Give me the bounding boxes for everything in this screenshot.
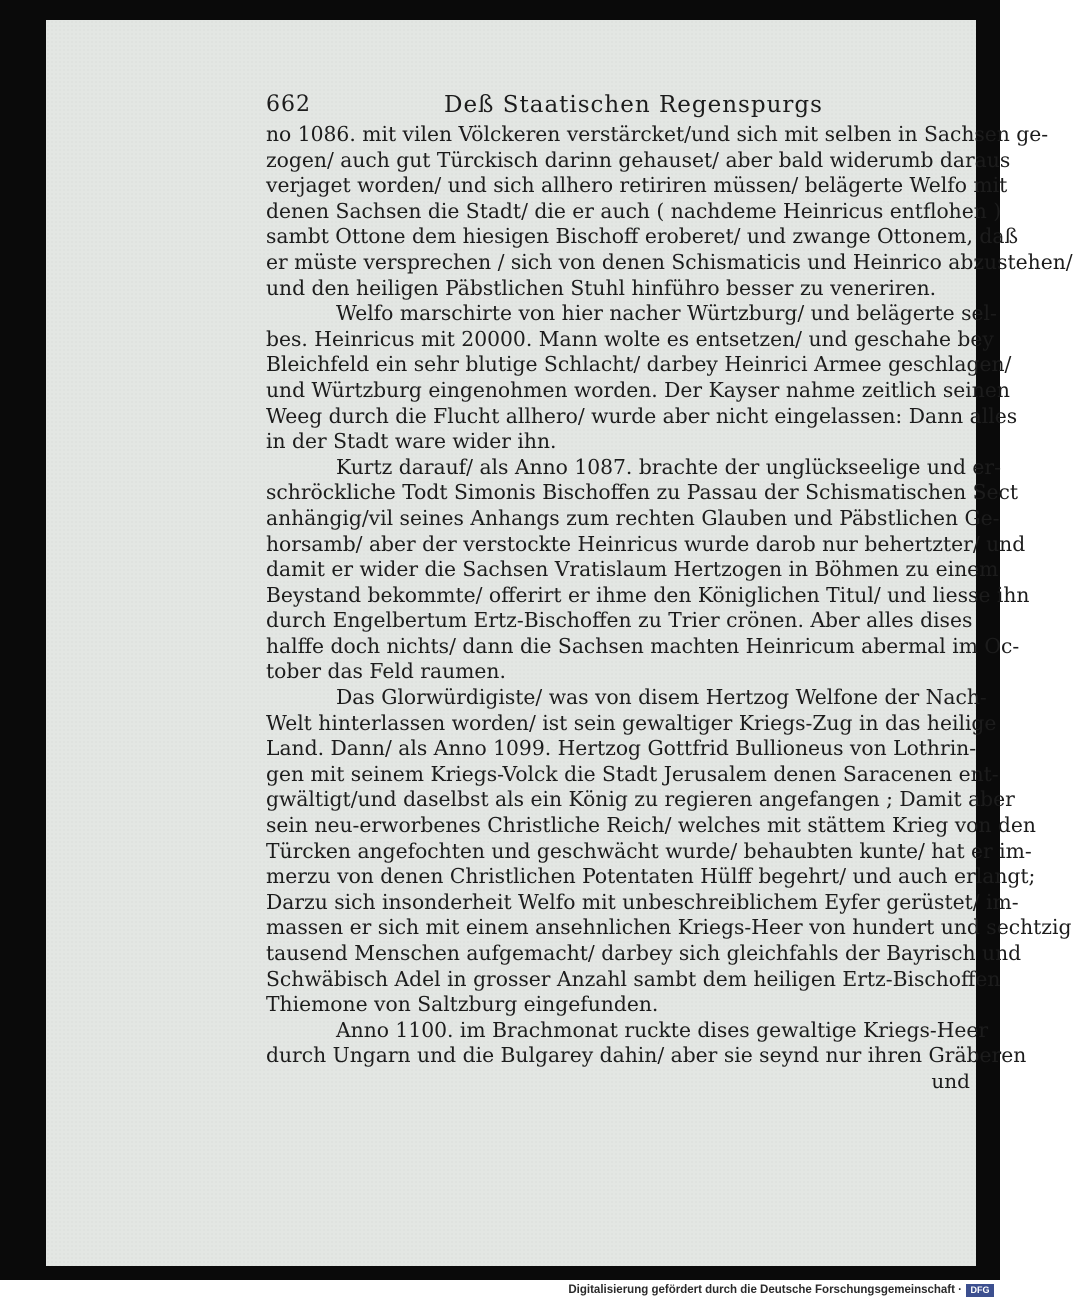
paragraph — [266, 301, 1018, 455]
text-line: gen mit seinem Kriegs-Volck die Stadt Jerusalem denen Saracenen ent- — [266, 761, 999, 786]
text-line: durch Ungarn und die Bulgarey dahin/ aber sie seynd nur ihren Gräberen — [266, 1043, 1027, 1068]
text-line: und Würtzburg eingenohmen worden. Der Kayser nahme zeitlich seinen — [266, 377, 1010, 402]
text-line: schröckliche Todt Simonis Bischoffen zu Passau der Schismatischen Sect — [266, 480, 1019, 505]
text-line: Kurtz darauf/ als Anno 1087. brachte der unglückseelige und er- — [336, 454, 1001, 479]
text-line: Darzu sich insonderheit Welfo mit unbeschreiblichem Eyfer gerüstet/ im- — [266, 889, 1019, 914]
text-line: Beystand bekommte/ offerirt er ihme den Königlichen Titul/ und liesse ihn — [266, 582, 1030, 607]
text-line: Türcken angefochten und geschwächt wurde/ behaubten kunte/ hat er im- — [266, 838, 1032, 863]
text-line: anhängig/vil seines Anhangs zum rechten Glauben und Päbstlichen Ge- — [266, 505, 1000, 530]
text-line: Weeg durch die Flucht allhero/ wurde aber nicht eingelassen: Dann alles — [266, 403, 1018, 428]
text-line: damit er wider die Sachsen Vratislaum Hertzogen in Böhmen zu einem — [266, 557, 999, 582]
page-content — [266, 92, 1073, 1094]
text-line: halffe doch nichts/ dann die Sachsen machten Heinricum abermal im Oc- — [266, 633, 1020, 658]
paragraph — [266, 685, 1072, 1018]
text-line: Schwäbisch Adel in grosser Anzahl sambt dem heiligen Ertz-Bischoffen — [266, 966, 1001, 991]
text-line: horsamb/ aber der verstockte Heinricus wurde darob nur behertzter/ und — [266, 531, 1026, 556]
text-line: zogen/ auch gut Türckisch darinn gehauset/ aber bald widerumb daraus — [266, 147, 1011, 172]
text-line: in der Stadt ware wider ihn. — [266, 429, 557, 454]
text-line: gwältigt/und daselbst als ein König zu regieren angefangen ; Damit aber — [266, 787, 1015, 812]
text-line: bes. Heinricus mit 20000. Mann wolte es entsetzen/ und geschahe bey — [266, 326, 994, 351]
book-page — [46, 20, 1073, 1266]
text-line: denen Sachsen die Stadt/ die er auch ( nachdeme Heinricus entflohen ) — [266, 198, 1002, 223]
text-line: und den heiligen Päbstlichen Stuhl hinführo besser zu veneriren. — [266, 275, 937, 300]
text-line: Welt hinterlassen worden/ ist sein gewaltiger Kriegs-Zug in das heilige — [266, 710, 997, 735]
dfg-logo: DFG — [966, 1284, 994, 1297]
text-line: sambt Ottone dem hiesigen Bischoff eroberet/ und zwange Ottonem, daß — [266, 224, 1019, 249]
text-line: tausend Menschen aufgemacht/ darbey sich gleichfahls der Bayrisch und — [266, 941, 1022, 965]
text-line: Bleichfeld ein sehr blutige Schlacht/ darbey Heinrici Armee geschlagen/ — [266, 352, 1012, 377]
paragraph — [266, 1017, 1027, 1069]
paragraph — [266, 122, 1073, 301]
text-line: durch Engelbertum Ertz-Bischoffen zu Trier crönen. Aber alles dises — [266, 608, 973, 633]
page-number: 662 — [266, 92, 311, 117]
text-line: sein neu-erworbenes Christliche Reich/ welches mit stättem Krieg von den — [266, 813, 1036, 838]
text-line: Welfo marschirte von hier nacher Würtzburg/ und belägerte sel- — [336, 301, 997, 326]
paragraph — [266, 454, 1030, 685]
text-line: Anno 1100. im Brachmonat ruckte dises gewaltige Kriegs-Heer — [336, 1017, 989, 1042]
text-line: Das Glorwürdigiste/ was von disem Hertzog Welfone der Nach- — [336, 685, 987, 710]
digitization-footer — [0, 1280, 1000, 1302]
running-title: Deß Staatischen Regenspurgs — [444, 92, 823, 118]
text-line: er müste versprechen / sich von denen Schismaticis und Heinrico abzustehen/ — [266, 249, 1073, 274]
text-line: Land. Dann/ als Anno 1099. Hertzog Gottfrid Bullioneus von Lothrin- — [266, 736, 977, 761]
text-line: merzu von denen Christlichen Potentaten Hülff begehrt/ und auch erlangt; — [266, 864, 1036, 889]
text-line: Thiemone von Saltzburg eingefunden. — [266, 992, 659, 1017]
text-line: verjaget worden/ und sich allhero retiriren müssen/ belägerte Welfo mit — [266, 173, 1008, 198]
catchword: und — [931, 1068, 970, 1093]
text-line: no 1086. mit vilen Völckeren verstärcket/und sich mit selben in Sachsen ge- — [266, 122, 1049, 146]
page-header — [266, 92, 970, 122]
text-line: tober das Feld raumen. — [266, 659, 506, 684]
funding-credit: Digitalisierung gefördert durch die Deutsche Forschungsgemeinschaft · — [568, 1284, 962, 1296]
text-line: massen er sich mit einem ansehnlichen Kriegs-Heer von hundert und sechtzig — [266, 915, 1072, 940]
body-text — [266, 122, 1073, 1069]
